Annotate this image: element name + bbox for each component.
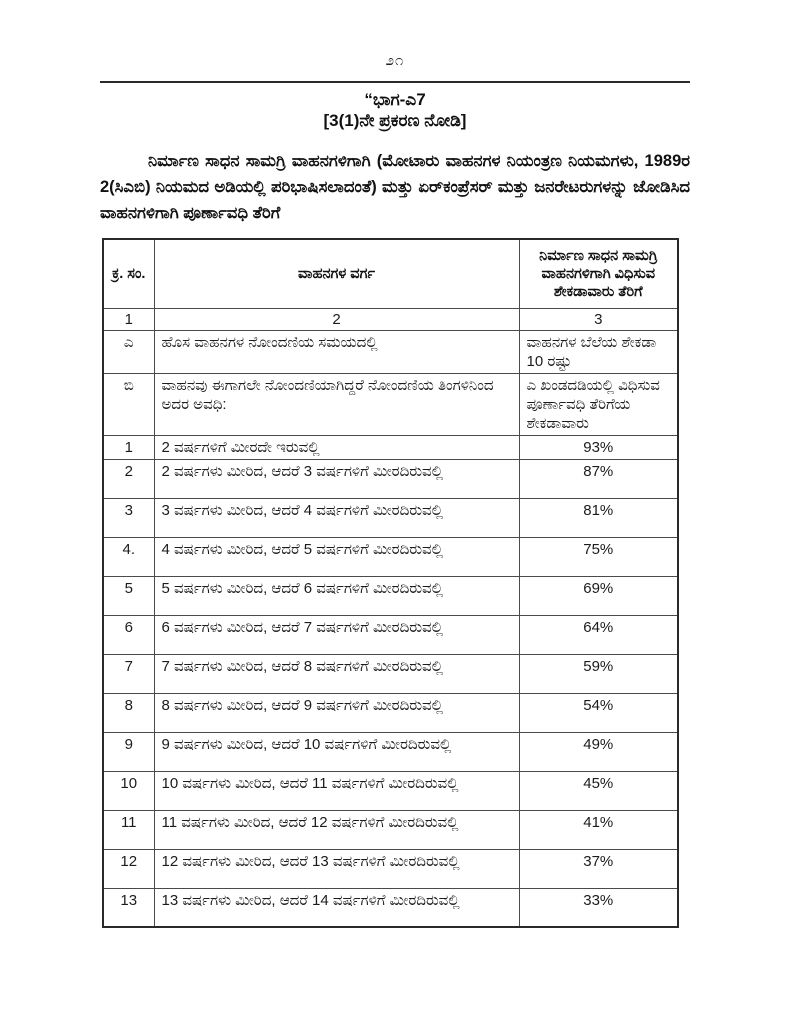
row-description: 12 ವರ್ಷಗಳು ಮೀರಿದ, ಆದರೆ 13 ವರ್ಷಗಳಿಗೆ ಮೀರದಿರುವಲ್ಲಿ xyxy=(154,849,519,888)
table-row xyxy=(103,810,678,849)
row-serial: 8 xyxy=(103,693,154,732)
row-tax: 87% xyxy=(519,459,678,498)
table-row xyxy=(103,732,678,771)
header-vehicle-class: ವಾಹನಗಳ ವರ್ಗ xyxy=(154,239,519,308)
row-tax: 64% xyxy=(519,615,678,654)
table-row-a xyxy=(103,330,678,373)
row-description: 11 ವರ್ಷಗಳು ಮೀರಿದ, ಆದರೆ 12 ವರ್ಷಗಳಿಗೆ ಮೀರದಿರುವಲ್ಲಿ xyxy=(154,810,519,849)
row-tax: ವಾಹನಗಳ ಬೆಲೆಯ ಶೇಕಡಾ 10 ರಷ್ಟು xyxy=(519,330,678,373)
column-number-row xyxy=(103,308,678,330)
row-tax: 75% xyxy=(519,537,678,576)
table-row xyxy=(103,849,678,888)
table-row xyxy=(103,435,678,459)
table-row xyxy=(103,888,678,927)
row-serial: 5 xyxy=(103,576,154,615)
table-row xyxy=(103,654,678,693)
row-description: 8 ವರ್ಷಗಳು ಮೀರಿದ, ಆದರೆ 9 ವರ್ಷಗಳಿಗೆ ಮೀರದಿರುವಲ್ಲಿ xyxy=(154,693,519,732)
row-description: ಹೊಸ ವಾಹನಗಳ ನೋಂದಣಿಯ ಸಮಯದಲ್ಲಿ xyxy=(154,330,519,373)
header-rule xyxy=(100,81,690,83)
row-tax: 69% xyxy=(519,576,678,615)
row-serial: 11 xyxy=(103,810,154,849)
row-tax: 93% xyxy=(519,435,678,459)
table-row xyxy=(103,537,678,576)
column-number-3: 3 xyxy=(519,308,678,330)
row-description: 2 ವರ್ಷಗಳು ಮೀರಿದ, ಆದರೆ 3 ವರ್ಷಗಳಿಗೆ ಮೀರದಿರುವಲ್ಲಿ xyxy=(154,459,519,498)
row-serial: 10 xyxy=(103,771,154,810)
table-row xyxy=(103,693,678,732)
row-serial: 1 xyxy=(103,435,154,459)
row-tax: 41% xyxy=(519,810,678,849)
row-tax: 33% xyxy=(519,888,678,927)
row-serial: 7 xyxy=(103,654,154,693)
row-description: 10 ವರ್ಷಗಳು ಮೀರಿದ, ಆದರೆ 11 ವರ್ಷಗಳಿಗೆ ಮೀರದಿರುವಲ್ಲಿ xyxy=(154,771,519,810)
row-serial: 13 xyxy=(103,888,154,927)
row-description: 13 ವರ್ಷಗಳು ಮೀರಿದ, ಆದರೆ 14 ವರ್ಷಗಳಿಗೆ ಮೀರದಿರುವಲ್ಲಿ xyxy=(154,888,519,927)
row-tax: 37% xyxy=(519,849,678,888)
table-row xyxy=(103,771,678,810)
row-description: 4 ವರ್ಷಗಳು ಮೀರಿದ, ಆದರೆ 5 ವರ್ಷಗಳಿಗೆ ಮೀರದಿರುವಲ್ಲಿ xyxy=(154,537,519,576)
part-title: “ಭಾಗ-ಎ7 xyxy=(364,90,426,109)
document-content xyxy=(100,0,690,928)
table-header-row xyxy=(103,239,678,308)
table-row xyxy=(103,576,678,615)
row-serial: 12 xyxy=(103,849,154,888)
tax-schedule-table xyxy=(102,238,679,928)
table-row xyxy=(103,498,678,537)
row-description: 5 ವರ್ಷಗಳು ಮೀರಿದ, ಆದರೆ 6 ವರ್ಷಗಳಿಗೆ ಮೀರದಿರುವಲ್ಲಿ xyxy=(154,576,519,615)
row-tax: 54% xyxy=(519,693,678,732)
row-serial: ಎ xyxy=(103,330,154,373)
row-serial: 6 xyxy=(103,615,154,654)
row-tax: 49% xyxy=(519,732,678,771)
row-serial: 9 xyxy=(103,732,154,771)
row-serial: ಬಿ xyxy=(103,373,154,435)
row-description: 7 ವರ್ಷಗಳು ಮೀರಿದ, ಆದರೆ 8 ವರ್ಷಗಳಿಗೆ ಮೀರದಿರುವಲ್ಲಿ xyxy=(154,654,519,693)
header-tax-percentage: ನಿರ್ಮಾಣ ಸಾಧನ ಸಾಮಗ್ರಿ ವಾಹನಗಳಿಗಾಗಿ ವಿಧಿಸುವ ಶೇಕಡಾವಾರು ತೆರಿಗೆ xyxy=(519,239,678,308)
row-serial: 3 xyxy=(103,498,154,537)
row-description: 2 ವರ್ಷಗಳಿಗೆ ಮೀರದೇ ಇರುವಲ್ಲಿ xyxy=(154,435,519,459)
column-number-2: 2 xyxy=(154,308,519,330)
row-description: 6 ವರ್ಷಗಳು ಮೀರಿದ, ಆದರೆ 7 ವರ್ಷಗಳಿಗೆ ಮೀರದಿರುವಲ್ಲಿ xyxy=(154,615,519,654)
row-tax: ಎ ಖಂಡದಡಿಯಲ್ಲಿ ವಿಧಿಸುವ ಪೂರ್ಣಾವಧಿ ತೆರಿಗೆಯ ಶೇಕಡಾವಾರು xyxy=(519,373,678,435)
row-serial: 4. xyxy=(103,537,154,576)
table-row-b xyxy=(103,373,678,435)
row-tax: 59% xyxy=(519,654,678,693)
row-tax: 45% xyxy=(519,771,678,810)
clause-reference: [3(1)ನೇ ಪ್ರಕರಣ ನೋಡಿ] xyxy=(323,111,467,130)
row-serial: 2 xyxy=(103,459,154,498)
row-description: 9 ವರ್ಷಗಳು ಮೀರಿದ, ಆದರೆ 10 ವರ್ಷಗಳಿಗೆ ಮೀರದಿರುವಲ್ಲಿ xyxy=(154,732,519,771)
header-serial-number: ಕ್ರ. ಸಂ. xyxy=(103,239,154,308)
row-tax: 81% xyxy=(519,498,678,537)
page-number: ೨೧ xyxy=(385,52,405,69)
table-row xyxy=(103,615,678,654)
row-description: 3 ವರ್ಷಗಳು ಮೀರಿದ, ಆದರೆ 4 ವರ್ಷಗಳಿಗೆ ಮೀರದಿರುವಲ್ಲಿ xyxy=(154,498,519,537)
intro-paragraph: ನಿರ್ಮಾಣ ಸಾಧನ ಸಾಮಗ್ರಿ ವಾಹನಗಳಿಗಾಗಿ (ಮೋಟಾರು ವಾಹನಗಳ ನಿಯಂತ್ರಣ ನಿಯಮಗಳು, 1989ರ 2(ಸಿಎಬಿ) ನಿಯಮದ ಅಡಿಯಲ್ಲಿ ಪರಿಭಾಷಿಸಲಾದಂತೆ) ಮತ್ತು ಏರ್‌ಕಂಪ್ರೆಸರ್ ಮತ್ತು ಜನರೇಟರುಗಳನ್ನು ಜೋಡಿಸಿದ ವಾಹನಗಳಿಗಾಗಿ ಪೂರ್ಣಾವಧಿ ತೆರಿಗೆ xyxy=(100,152,690,222)
table-row xyxy=(103,459,678,498)
row-description: ವಾಹನವು ಈಗಾಗಲೇ ನೋಂದಣಿಯಾಗಿದ್ದರೆ ನೋಂದಣಿಯ ತಿಂಗಳಿನಿಂದ ಅದರ ಅವಧಿ: xyxy=(154,373,519,435)
column-number-1: 1 xyxy=(103,308,154,330)
